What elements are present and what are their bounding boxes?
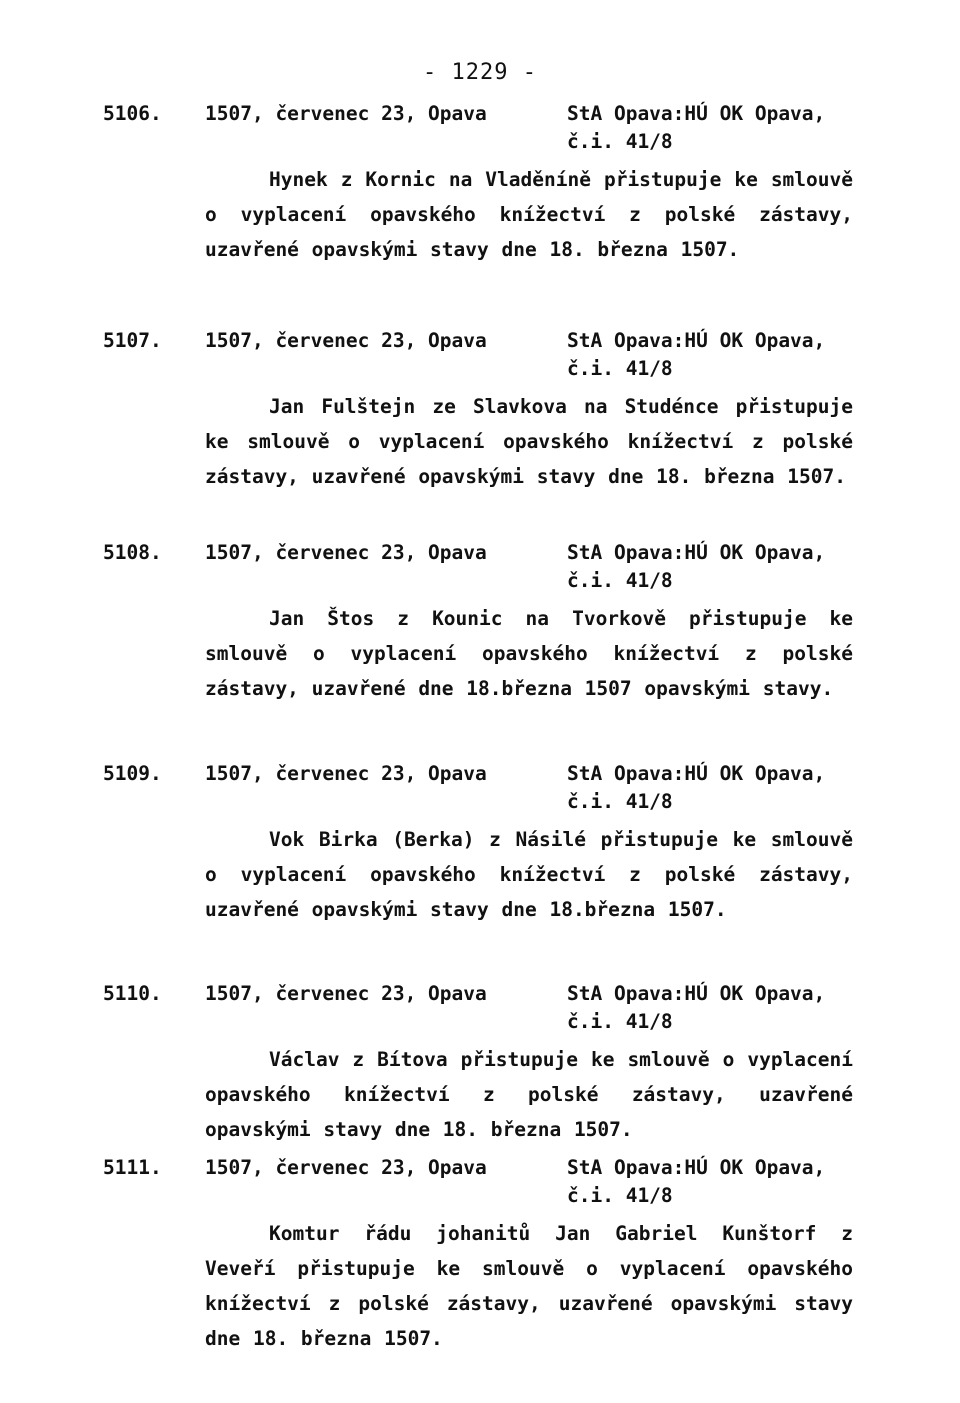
entry-date-place: 1507, červenec 23, Opava [205, 762, 487, 785]
entry-text: Jan Fulštejn ze Slavkova na Studénce přistupuje ke smlouvě o vyplacení opavského knížectví z polské zástavy, uzavřené opavskými stavy dne 18. března 1507. [205, 395, 853, 488]
entry-date-place: 1507, červenec 23, Opava [205, 1156, 487, 1179]
entry-archive-source: StA Opava:HÚ OK Opava, [567, 102, 826, 125]
entry-number: 5109. [103, 762, 162, 785]
entry-archive-source: StA Opava:HÚ OK Opava, [567, 329, 826, 352]
entry-date-place: 1507, červenec 23, Opava [205, 102, 487, 125]
entry-number: 5110. [103, 982, 162, 1005]
entry-archive-source: StA Opava:HÚ OK Opava, [567, 762, 826, 785]
entry-reference: č.i. 41/8 [567, 790, 673, 813]
entry-reference: č.i. 41/8 [567, 130, 673, 153]
entry-number: 5108. [103, 541, 162, 564]
entry-reference: č.i. 41/8 [567, 569, 673, 592]
page-number: - 1229 - [423, 60, 537, 85]
entry-reference: č.i. 41/8 [567, 357, 673, 380]
entry-reference: č.i. 41/8 [567, 1010, 673, 1033]
entry-date-place: 1507, červenec 23, Opava [205, 329, 487, 352]
entry-text: Václav z Bítova přistupuje ke smlouvě o vyplacení opavského knížectví z polské zástavy, uzavřené opavskými stavy dne 18. března 1507. [205, 1048, 853, 1141]
entry-reference: č.i. 41/8 [567, 1184, 673, 1207]
entry-text: Jan Štos z Kounic na Tvorkově přistupuje ke smlouvě o vyplacení opavského knížectví z polské zástavy, uzavřené dne 18.března 1507 opavskými stavy. [205, 607, 853, 700]
entry-text: Vok Birka (Berka) z Násilé přistupuje ke smlouvě o vyplacení opavského knížectví z polské zástavy, uzavřené opavskými stavy dne 18.března 1507. [205, 828, 853, 921]
entry-text: Hynek z Kornic na Vladěníně přistupuje ke smlouvě o vyplacení opavského knížectví z polské zástavy, uzavřené opavskými stavy dne 18. března 1507. [205, 168, 853, 261]
entry-date-place: 1507, červenec 23, Opava [205, 541, 487, 564]
entry-archive-source: StA Opava:HÚ OK Opava, [567, 1156, 826, 1179]
entry-date-place: 1507, červenec 23, Opava [205, 982, 487, 1005]
entry-archive-source: StA Opava:HÚ OK Opava, [567, 982, 826, 1005]
entry-number: 5107. [103, 329, 162, 352]
entry-number: 5106. [103, 102, 162, 125]
entry-text: Komtur řádu johanitů Jan Gabriel Kunštorf z Veveří přistupuje ke smlouvě o vyplacení opavského knížectví z polské zástavy, uzavřené opavskými stavy dne 18. března 1507. [205, 1222, 853, 1350]
entry-number: 5111. [103, 1156, 162, 1179]
entry-archive-source: StA Opava:HÚ OK Opava, [567, 541, 826, 564]
